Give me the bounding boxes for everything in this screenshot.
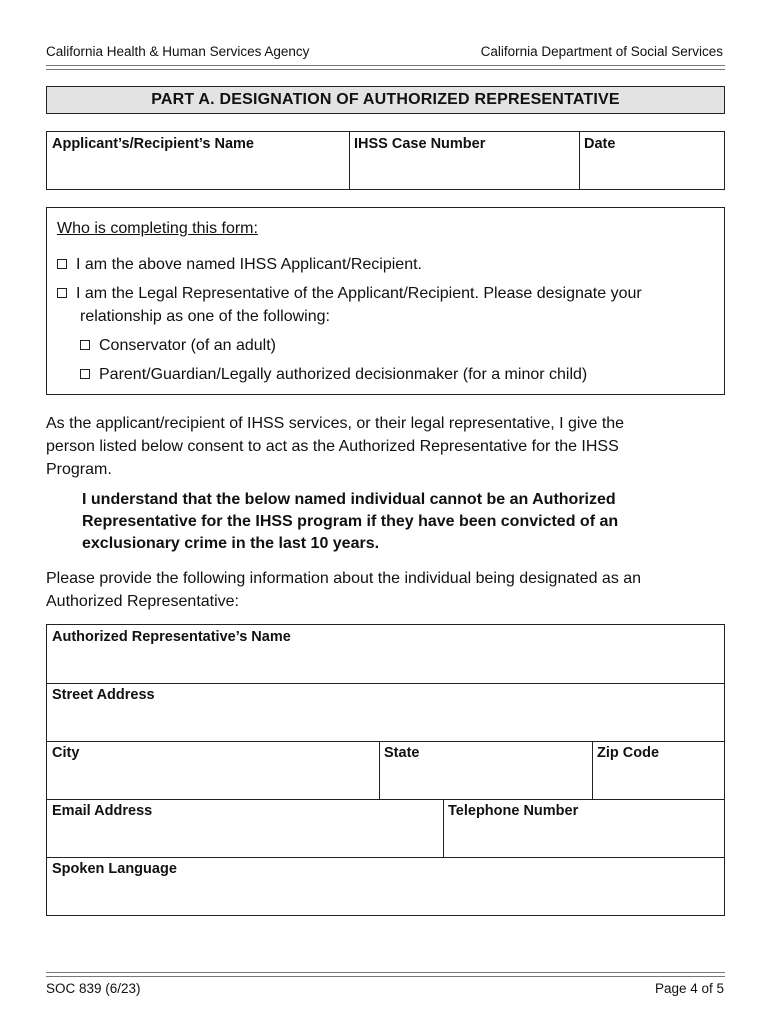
agency-name: California Health & Human Services Agency bbox=[46, 44, 310, 59]
consent-paragraph bbox=[46, 412, 736, 481]
checkbox-icon[interactable] bbox=[80, 340, 90, 350]
checkbox-icon[interactable] bbox=[80, 369, 90, 379]
warning-line: Representative for the IHSS program if they have been convicted of an bbox=[82, 513, 619, 530]
city-label: City bbox=[52, 745, 80, 761]
option-applicant[interactable] bbox=[57, 253, 422, 276]
street-address-field[interactable] bbox=[47, 683, 724, 741]
department-name: California Department of Social Services bbox=[480, 44, 723, 59]
email-address-label: Email Address bbox=[52, 803, 153, 819]
consent-line: As the applicant/recipient of IHSS services, or their legal representative, I give the bbox=[46, 415, 625, 432]
provide-info-paragraph bbox=[46, 567, 736, 613]
option-applicant-label: I am the above named IHSS Applicant/Recipient. bbox=[76, 256, 422, 273]
part-a-title: PART A. DESIGNATION OF AUTHORIZED REPRESENTATIVE bbox=[46, 86, 725, 114]
exclusionary-crime-warning bbox=[82, 489, 732, 555]
rep-name-field[interactable] bbox=[47, 625, 724, 683]
zip-code-field[interactable] bbox=[592, 741, 724, 799]
consent-line: person listed below consent to act as the Authorized Representative for the IHSS bbox=[46, 438, 619, 455]
footer-rule-bottom bbox=[46, 976, 725, 977]
form-id: SOC 839 (6/23) bbox=[46, 981, 141, 996]
date-label: Date bbox=[584, 136, 616, 152]
option-conservator-label: Conservator (of an adult) bbox=[99, 337, 276, 354]
footer-rule-top bbox=[46, 972, 725, 973]
consent-line: Program. bbox=[46, 461, 112, 478]
option-parent-guardian[interactable] bbox=[80, 363, 587, 386]
applicant-name-label: Applicant’s/Recipient’s Name bbox=[52, 136, 254, 152]
page-number: Page 4 of 5 bbox=[654, 981, 724, 996]
header-rule-bottom bbox=[46, 69, 725, 70]
city-field[interactable] bbox=[47, 741, 379, 799]
telephone-number-field[interactable] bbox=[443, 799, 724, 857]
option-conservator[interactable] bbox=[80, 334, 276, 357]
option-legal-representative[interactable] bbox=[57, 282, 642, 305]
spoken-language-field[interactable] bbox=[47, 857, 724, 915]
provide-line: Please provide the following information about the individual being designated as an bbox=[46, 570, 642, 587]
rep-name-label: Authorized Representative’s Name bbox=[52, 629, 291, 645]
email-address-field[interactable] bbox=[47, 799, 443, 857]
warning-line: I understand that the below named individual cannot be an Authorized bbox=[82, 491, 616, 508]
applicant-name-field[interactable] bbox=[47, 132, 349, 189]
date-field[interactable] bbox=[579, 132, 724, 189]
option-legal-rep-line2: relationship as one of the following: bbox=[80, 308, 330, 325]
spoken-language-label: Spoken Language bbox=[52, 861, 177, 877]
telephone-number-label: Telephone Number bbox=[448, 803, 579, 819]
option-parent-guardian-label: Parent/Guardian/Legally authorized decisionmaker (for a minor child) bbox=[99, 366, 588, 383]
checkbox-icon[interactable] bbox=[57, 259, 67, 269]
ihss-case-number-label: IHSS Case Number bbox=[354, 136, 486, 152]
authorized-rep-table bbox=[46, 624, 725, 916]
ihss-case-number-field[interactable] bbox=[349, 132, 579, 189]
warning-line: exclusionary crime in the last 10 years. bbox=[82, 535, 380, 552]
option-legal-rep-line1: I am the Legal Representative of the Applicant/Recipient. Please designate your bbox=[76, 285, 642, 302]
checkbox-icon[interactable] bbox=[57, 288, 67, 298]
state-field[interactable] bbox=[379, 741, 592, 799]
applicant-table bbox=[46, 131, 725, 190]
zip-code-label: Zip Code bbox=[597, 745, 660, 761]
state-label: State bbox=[384, 745, 420, 761]
who-completing-title: Who is completing this form: bbox=[57, 220, 258, 237]
street-address-label: Street Address bbox=[52, 687, 155, 703]
who-completing-box bbox=[46, 207, 725, 395]
provide-line: Authorized Representative: bbox=[46, 593, 239, 610]
header-rule-top bbox=[46, 65, 725, 66]
